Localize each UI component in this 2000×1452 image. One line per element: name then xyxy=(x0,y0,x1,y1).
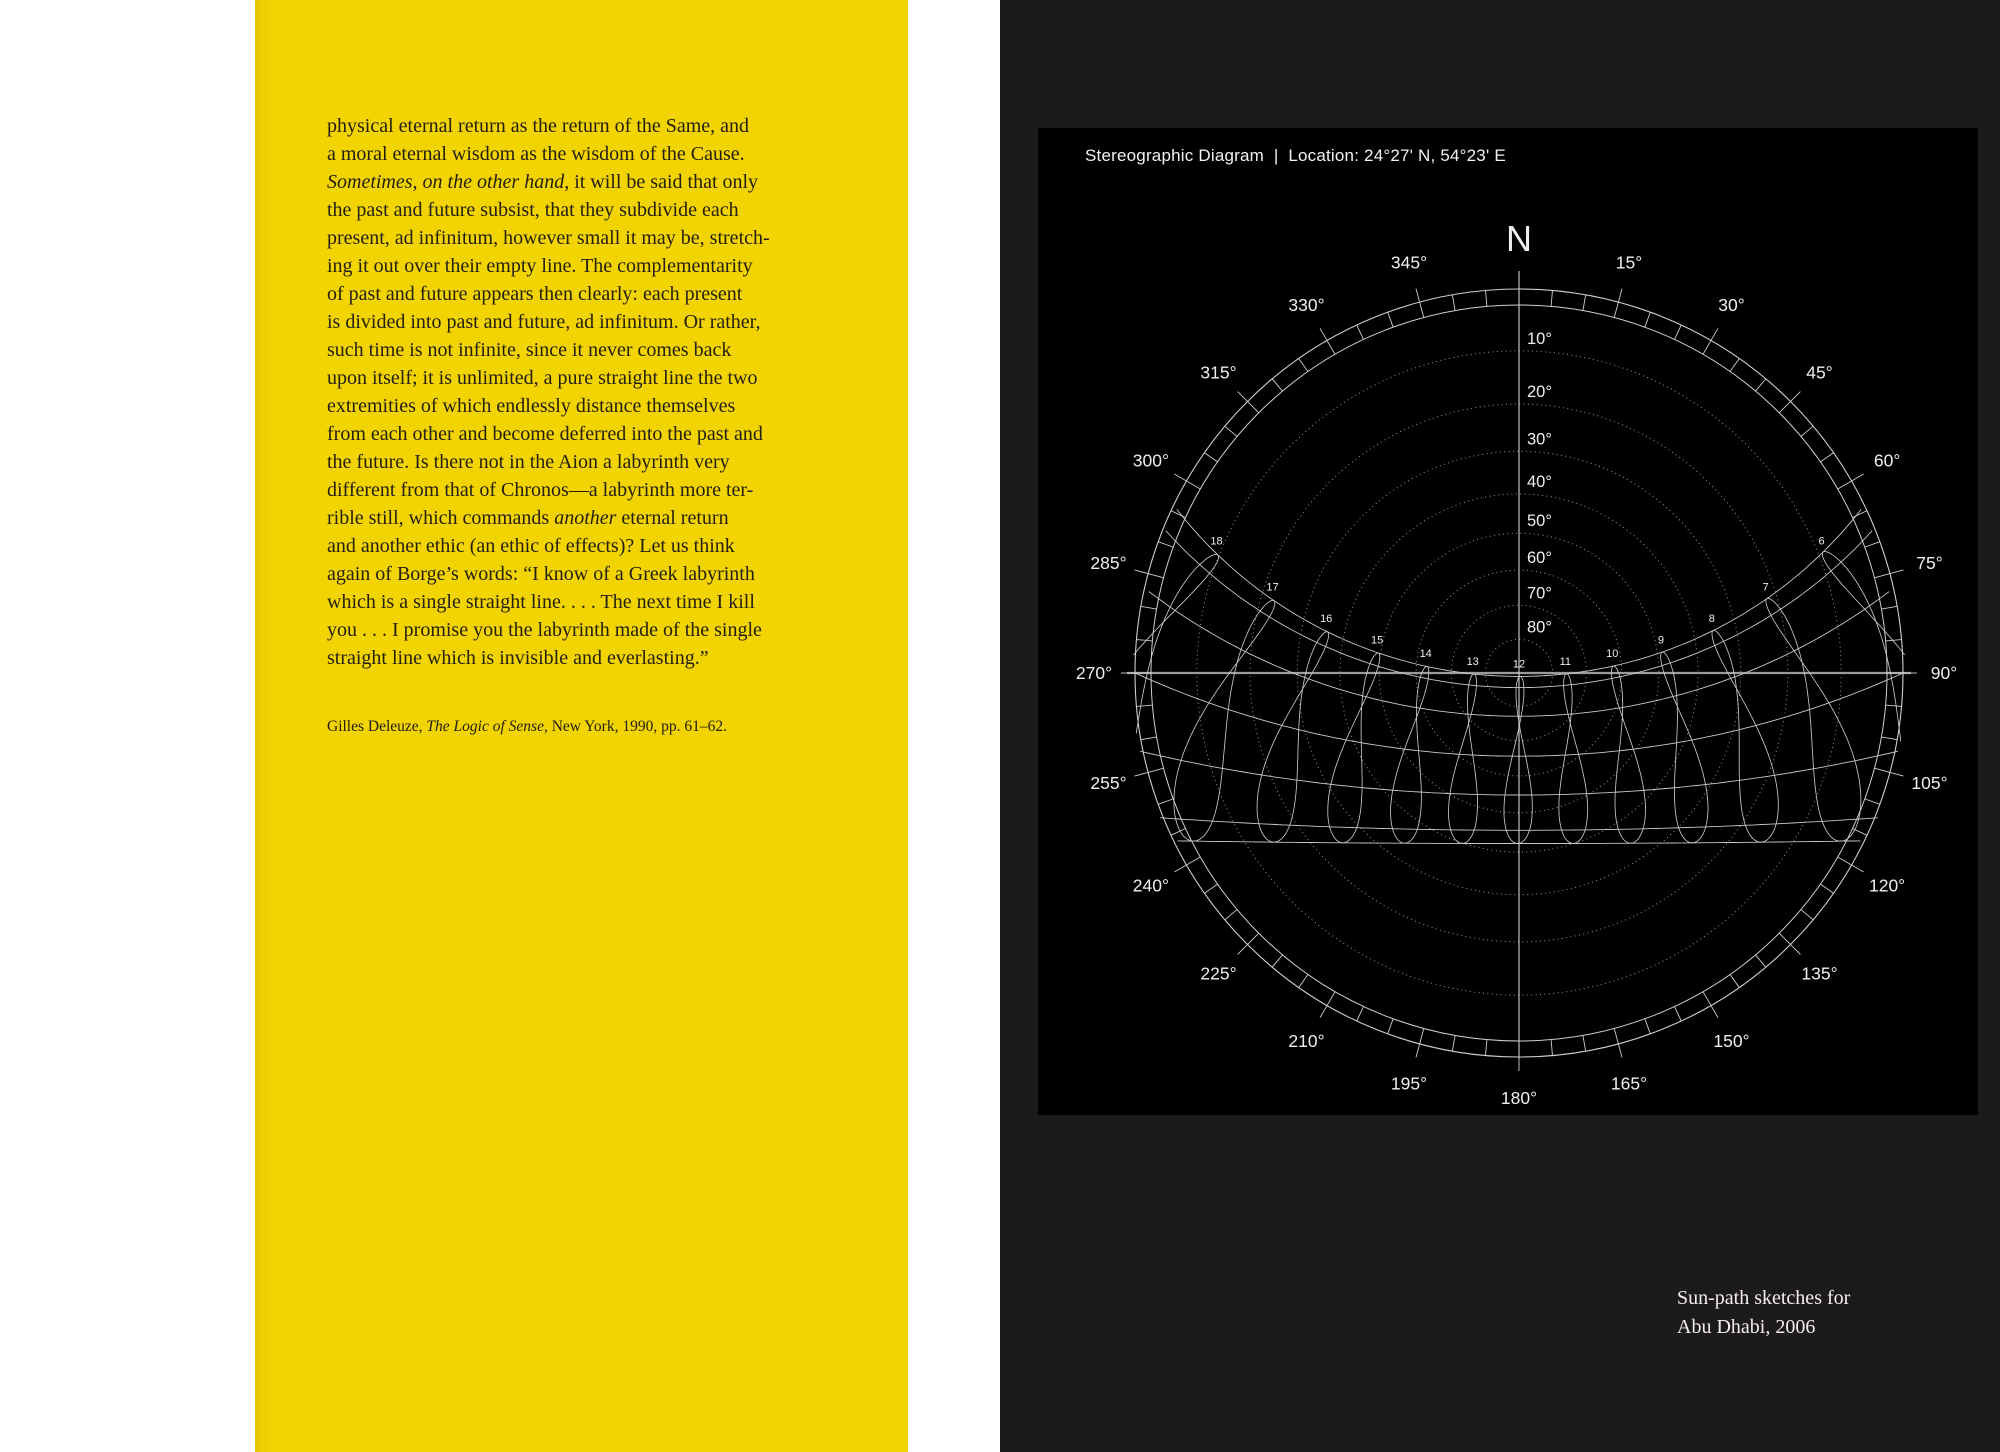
svg-text:10°: 10° xyxy=(1527,329,1552,348)
svg-text:80°: 80° xyxy=(1527,618,1552,637)
svg-text:255°: 255° xyxy=(1090,773,1127,793)
quote-line: you . . . I promise you the labyrinth made of the single xyxy=(327,619,762,641)
svg-text:150°: 150° xyxy=(1713,1031,1750,1052)
svg-text:17: 17 xyxy=(1266,581,1279,594)
azimuth-labels xyxy=(1076,253,1957,1109)
svg-text:11: 11 xyxy=(1559,655,1572,668)
quote-line: different from that of Chronos—a labyrinth more ter- xyxy=(327,479,754,501)
svg-text:180°: 180° xyxy=(1500,1088,1538,1108)
svg-text:210°: 210° xyxy=(1288,1031,1325,1052)
svg-text:7: 7 xyxy=(1762,581,1769,594)
svg-text:60°: 60° xyxy=(1873,450,1901,471)
diagram-caption xyxy=(1677,1284,1850,1342)
quote-line: Sometimes, on the other hand, it will be said that only xyxy=(327,171,759,193)
svg-text:50°: 50° xyxy=(1527,512,1552,531)
svg-text:30°: 30° xyxy=(1527,430,1552,449)
svg-text:270°: 270° xyxy=(1075,663,1113,683)
svg-text:60°: 60° xyxy=(1527,549,1552,568)
svg-text:330°: 330° xyxy=(1288,294,1325,315)
svg-text:225°: 225° xyxy=(1200,963,1237,984)
svg-text:30°: 30° xyxy=(1718,294,1745,315)
quote-line: straight line which is invisible and everlasting.” xyxy=(327,647,709,669)
svg-text:15°: 15° xyxy=(1615,252,1643,273)
caption-line-1: Sun-path sketches for xyxy=(1677,1287,1851,1309)
svg-text:N: N xyxy=(1506,218,1532,259)
svg-text:70°: 70° xyxy=(1527,584,1552,603)
svg-text:13: 13 xyxy=(1466,655,1479,668)
caption-line-2: Abu Dhabi, 2006 xyxy=(1677,1316,1816,1338)
svg-text:90°: 90° xyxy=(1930,663,1958,683)
diagram-header: Stereographic Diagram | Location: 24°27' N, 54°23' E xyxy=(1085,146,1506,165)
svg-text:6: 6 xyxy=(1818,535,1825,548)
svg-text:18: 18 xyxy=(1210,535,1223,548)
svg-text:195°: 195° xyxy=(1390,1073,1428,1094)
quote-line: and another ethic (an ethic of effects)? Let us think xyxy=(327,535,735,557)
svg-text:15: 15 xyxy=(1370,634,1384,647)
svg-text:14: 14 xyxy=(1419,648,1432,661)
svg-text:105°: 105° xyxy=(1911,773,1948,793)
quote-line: which is a single straight line. . . . The next time I kill xyxy=(327,591,755,613)
quote-line: ing it out over their empty line. The complementarity xyxy=(327,255,753,277)
quote-line: from each other and become deferred into the past and xyxy=(327,423,763,445)
svg-text:345°: 345° xyxy=(1390,252,1428,273)
svg-text:10: 10 xyxy=(1606,648,1619,661)
svg-text:165°: 165° xyxy=(1610,1073,1648,1094)
svg-text:315°: 315° xyxy=(1200,362,1237,383)
quote-line: a moral eternal wisdom as the wisdom of the Cause. xyxy=(327,143,745,165)
quote-line: extremities of which endlessly distance themselves xyxy=(327,395,736,417)
svg-text:300°: 300° xyxy=(1132,450,1170,471)
quote-line: such time is not infinite, since it never comes back xyxy=(327,339,732,361)
altitude-labels xyxy=(1527,330,1552,637)
quote-line: again of Borge’s words: “I know of a Greek labyrinth xyxy=(327,563,755,585)
quote-line: the past and future subsist, that they subdivide each xyxy=(327,199,739,221)
svg-text:45°: 45° xyxy=(1806,362,1833,383)
citation-line: Gilles Deleuze, The Logic of Sense, New York, 1990, pp. 61–62. xyxy=(327,718,727,735)
svg-text:120°: 120° xyxy=(1868,875,1906,896)
yellow-text-page xyxy=(255,0,908,1452)
svg-text:8: 8 xyxy=(1708,613,1715,626)
quote-line: the future. Is there not in the Aion a labyrinth very xyxy=(327,451,730,473)
dark-diagram-page xyxy=(1000,0,2000,1452)
quote-line: present, ad infinitum, however small it may be, stretch- xyxy=(327,227,770,249)
svg-text:40°: 40° xyxy=(1527,472,1552,491)
svg-text:12: 12 xyxy=(1512,658,1526,671)
svg-text:20°: 20° xyxy=(1527,383,1552,402)
hour-labels xyxy=(1210,536,1824,671)
svg-text:240°: 240° xyxy=(1132,875,1170,896)
quote-line: physical eternal return as the return of the Same, and xyxy=(327,115,750,137)
quote-paragraph xyxy=(327,112,867,672)
svg-text:75°: 75° xyxy=(1916,553,1943,573)
svg-text:9: 9 xyxy=(1657,634,1664,647)
quote-line: upon itself; it is unlimited, a pure straight line the two xyxy=(327,367,758,389)
stereographic-diagram-panel xyxy=(1038,128,1978,1115)
svg-text:16: 16 xyxy=(1320,613,1333,626)
quote-line: is divided into past and future, ad infinitum. Or rather, xyxy=(327,311,761,333)
north-label xyxy=(1506,218,1532,259)
quote-line: of past and future appears then clearly: each present xyxy=(327,283,743,305)
svg-text:285°: 285° xyxy=(1090,553,1127,573)
sun-path-svg xyxy=(1038,128,1978,1115)
quote-line: rible still, which commands another eternal return xyxy=(327,507,729,529)
svg-text:135°: 135° xyxy=(1801,963,1838,984)
